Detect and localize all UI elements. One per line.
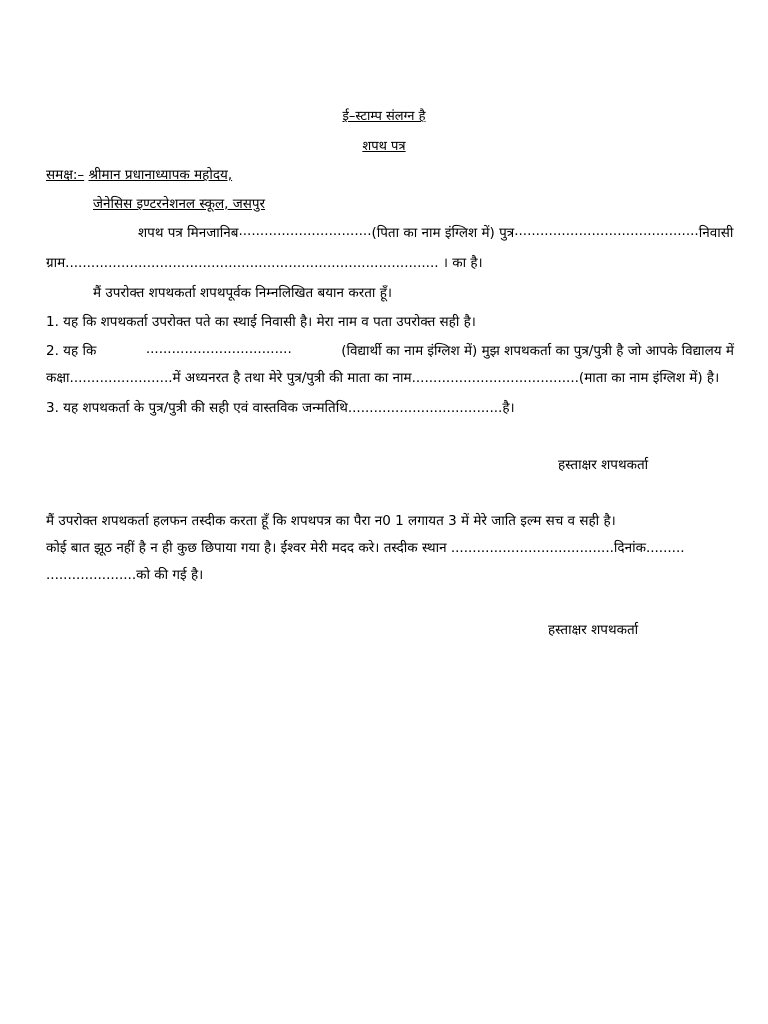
addressee-prefix: समक्ष:– <box>46 167 85 183</box>
point-2-text-a: 2. यह कि <box>46 343 97 359</box>
intro-text-c: निवासी <box>698 225 734 241</box>
intro-text-a: शपथ पत्र मिनजानिब <box>138 225 239 241</box>
intro-son-name-blank: ........................................... <box>514 223 699 239</box>
signature-label-2: हस्ताक्षर शपथकर्ता <box>548 622 639 638</box>
verification-line-2: कोई बात झूठ नहीं है न ही कुछ छिपाया गया है। ईश्वर मेरी मदद करे। तस्दीक स्थान ......................................दिनांक......... <box>46 540 685 556</box>
point-3: 3. यह शपथकर्ता के पुत्र/पुत्री की सही एवं वास्तविक जन्मतिथि....................................है। <box>46 400 515 416</box>
verification-line-3: .....................को की गई है। <box>46 567 204 583</box>
signature-label-1: हस्ताक्षर शपथकर्ता <box>558 457 649 473</box>
verification-paragraph <box>46 511 738 583</box>
intro-line-1 <box>138 223 734 241</box>
point-2-line-1 <box>46 341 734 359</box>
intro-father-name-blank: ............................... <box>238 223 372 239</box>
stamp-note: ई–स्टाम्प संलग्न है <box>342 109 426 124</box>
declaration-line: मैं उपरोक्त शपथकर्ता शपथपूर्वक निम्नलिखित बयान करता हूँ। <box>93 285 392 301</box>
school-name: जेनेसिस इण्टरनेशनल स्कूल, जसपुर <box>93 196 266 212</box>
intro-text-b: (पिता का नाम इंग्लिश में) पुत्र <box>371 225 515 241</box>
addressee-line <box>46 165 232 183</box>
intro-line-2: ग्राम....................................................................................... । का है। <box>46 255 483 271</box>
verification-line-1: मैं उपरोक्त शपथकर्ता हलफन तस्दीक करता हूँ कि शपथपत्र का पैरा न0 1 लगायत 3 में मेरे जाति इल्म सच व सही है। <box>46 513 616 529</box>
point-2 <box>46 341 734 386</box>
addressee-name: श्रीमान प्रधानाध्यापक महोदय, <box>88 167 233 183</box>
point-1: 1. यह कि शपथकर्ता उपरोक्त पते का स्थाई निवासी है। मेरा नाम व पता उपरोक्त सही है। <box>46 314 476 330</box>
point-2-text-b: (विद्यार्थी का नाम इंग्लिश में) मुझ शपथकर्ता का पुत्र/पुत्री है जो आपके विद्यालय में <box>341 343 734 359</box>
point-2-line-2: कक्षा........................में अध्यनरत है तथा मेरे पुत्र/पुत्री की माता का नाम.......................................(माता का नाम इंग्लिश में) है। <box>46 370 720 386</box>
document-title: शपथ पत्र <box>362 139 406 154</box>
student-name-blank: .................................. <box>145 341 292 357</box>
